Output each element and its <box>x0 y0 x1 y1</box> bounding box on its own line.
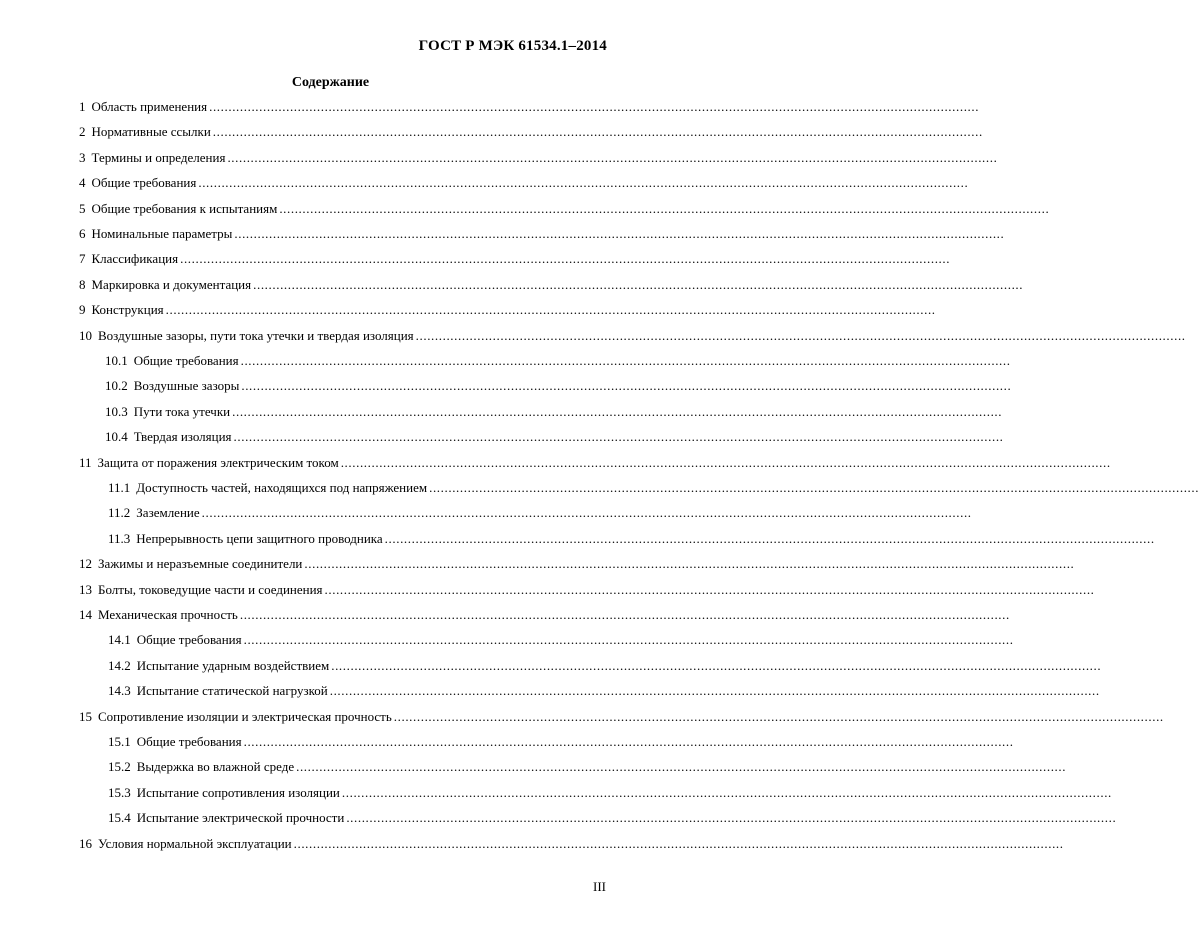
toc-entry-number: 8 <box>79 276 86 292</box>
toc-entry-number: 14.1 <box>108 632 131 648</box>
toc-entry[interactable] <box>108 730 1014 750</box>
toc-dot-leader: ........................................................................................................................................................................................................ <box>201 505 972 521</box>
toc-entry-number: 10 <box>79 327 92 343</box>
toc-dot-leader: ........................................................................................................................................................................................................ <box>415 327 1186 343</box>
toc-entry-number: 11 <box>79 454 92 470</box>
toc-dot-leader: ........................................................................................................................................................................................................ <box>233 429 1004 445</box>
toc-entry-label: Термины и определения <box>91 149 226 165</box>
toc-entry-label: Маркировка и документация <box>91 276 252 292</box>
toc-entry-number: 3 <box>79 149 86 165</box>
toc-entry-number: 14 <box>79 607 92 622</box>
toc-dot-leader: ........................................................................................................................................................................................................ <box>293 835 1064 851</box>
toc-dot-leader: ........................................................................................................................................................................................................ <box>227 149 998 165</box>
toc-entry-label: Номинальные параметры <box>91 226 233 241</box>
toc-entry[interactable] <box>79 247 951 267</box>
toc-dot-leader: ........................................................................................................................................................................................................ <box>241 378 1012 394</box>
toc-entry-label: Испытание статической нагрузкой <box>136 683 328 699</box>
toc-entry-label: Общие требования <box>133 353 239 368</box>
toc-entry-number: 5 <box>79 200 86 216</box>
toc-entry[interactable] <box>105 400 1003 420</box>
toc-entry[interactable] <box>105 425 1004 445</box>
toc-entry[interactable] <box>79 705 1164 725</box>
toc-entry-number: 13 <box>79 581 92 597</box>
toc-dot-leader: ........................................................................................................................................................................................................ <box>232 403 1003 419</box>
toc-entry-number: 7 <box>79 251 86 267</box>
toc-dot-leader: ........................................................................................................................................................................................................ <box>324 581 1095 597</box>
toc-entry[interactable] <box>79 451 1111 471</box>
toc-entry[interactable] <box>79 171 969 191</box>
toc-entry-number: 15.3 <box>108 784 131 800</box>
toc-entry-label: Общие требования <box>136 632 242 648</box>
toc-dot-leader: ........................................................................................................................................................................................................ <box>340 454 1111 470</box>
toc-dot-leader: ........................................................................................................................................................................................................ <box>331 657 1102 673</box>
toc-entry[interactable] <box>105 349 1011 369</box>
toc-entry-number: 12 <box>79 556 92 572</box>
toc-entry-label: Область применения <box>91 99 208 114</box>
toc-entry-label: Защита от поражения электрическим током <box>97 454 339 470</box>
toc-entry-label: Общие требования <box>91 175 197 191</box>
toc-entry[interactable] <box>79 832 1064 852</box>
toc-entry[interactable] <box>108 781 1112 801</box>
toc-entry-label: Выдержка во влажной среде <box>136 759 295 775</box>
toc-entry-label: Твердая изоляция <box>133 429 232 445</box>
toc-entry[interactable] <box>108 476 1199 496</box>
toc-entry-number: 11.1 <box>108 480 131 495</box>
toc-entry-label: Классификация <box>91 251 179 267</box>
toc-entry-label: Непрерывность цепи защитного проводника <box>136 530 383 546</box>
toc-entry-number: 10.3 <box>105 403 128 419</box>
toc-entry-label: Механическая прочность <box>98 607 238 622</box>
toc-dot-leader: ........................................................................................................................................................................................................ <box>240 353 1011 368</box>
toc-dot-leader: ........................................................................................................................................................................................................ <box>234 226 1005 241</box>
toc-entry-number: 16 <box>79 835 92 851</box>
toc-entry[interactable] <box>108 501 972 521</box>
toc-entry-label: Болты, токоведущие части и соединения <box>98 581 323 597</box>
toc-entry-label: Общие требования к испытаниям <box>91 200 278 216</box>
toc-entry[interactable] <box>105 374 1012 394</box>
toc-dot-leader: ........................................................................................................................................................................................................ <box>209 99 980 114</box>
toc-entry-label: Заземление <box>136 505 200 521</box>
toc-entry-number: 4 <box>79 175 86 191</box>
toc-dot-leader: ........................................................................................................................................................................................................ <box>279 200 1050 216</box>
toc-dot-leader: ........................................................................................................................................................................................................ <box>212 124 983 140</box>
toc-entry-number: 15 <box>79 708 92 724</box>
toc-entry-label: Общие требования <box>136 734 242 749</box>
toc-entry[interactable] <box>79 298 936 318</box>
toc-dot-leader: ........................................................................................................................................................................................................ <box>243 734 1014 749</box>
toc-dot-leader: ........................................................................................................................................................................................................ <box>239 607 1010 622</box>
toc-entry-number: 2 <box>79 124 86 140</box>
toc-entry-number: 10.2 <box>105 378 128 394</box>
toc-dot-leader: ........................................................................................................................................................................................................ <box>253 276 1024 292</box>
toc-entry-label: Нормативные ссылки <box>91 124 211 140</box>
toc-entry-number: 15.2 <box>108 759 131 775</box>
toc-dot-leader: ........................................................................................................................................................................................................ <box>429 480 1199 495</box>
toc-dot-leader: ........................................................................................................................................................................................................ <box>329 683 1100 699</box>
toc-entry[interactable] <box>108 527 1155 547</box>
page-title: Содержание <box>291 75 370 90</box>
toc-entry[interactable] <box>108 679 1100 699</box>
toc-entry[interactable] <box>108 806 1117 826</box>
toc-entry[interactable] <box>108 654 1102 674</box>
toc-entry-number: 14.2 <box>108 657 131 673</box>
toc-dot-leader: ........................................................................................................................................................................................................ <box>296 759 1067 775</box>
toc-entry-label: Испытание сопротивления изоляции <box>136 784 340 800</box>
toc-entry[interactable] <box>79 552 1075 572</box>
toc-entry-number: 10.1 <box>105 353 128 368</box>
toc-entry-number: 11.2 <box>108 505 131 521</box>
toc-dot-leader: ........................................................................................................................................................................................................ <box>180 251 951 267</box>
toc-entry-label: Сопротивление изоляции и электрическая прочность <box>98 708 392 724</box>
toc-dot-leader: ........................................................................................................................................................................................................ <box>198 175 969 191</box>
toc-dot-leader: ........................................................................................................................................................................................................ <box>341 784 1112 800</box>
document-id-header: ГОСТ Р МЭК 61534.1–2014 <box>418 38 607 54</box>
toc-entry-number: 6 <box>79 226 86 241</box>
toc-dot-leader: ........................................................................................................................................................................................................ <box>304 556 1075 572</box>
toc-entry[interactable] <box>79 222 1005 242</box>
toc-entry-number: 11.3 <box>108 530 131 546</box>
toc-entry[interactable] <box>108 755 1067 775</box>
toc-dot-leader: ........................................................................................................................................................................................................ <box>384 530 1155 546</box>
toc-entry-label: Условия нормальной эксплуатации <box>98 835 292 851</box>
toc-entry-label: Испытание электрической прочности <box>136 810 345 826</box>
toc-entry[interactable] <box>79 324 1186 344</box>
toc-entry-label: Зажимы и неразъемные соединители <box>98 556 303 572</box>
toc-entry-label: Испытание ударным воздействием <box>136 657 330 673</box>
toc-entry-label: Пути тока утечки <box>133 403 231 419</box>
toc-entry-number: 14.3 <box>108 683 131 699</box>
toc-dot-leader: ........................................................................................................................................................................................................ <box>165 302 936 318</box>
toc-entry-label: Доступность частей, находящихся под напряжением <box>136 480 428 495</box>
toc-entry-label: Воздушные зазоры, пути тока утечки и твердая изоляция <box>98 327 414 343</box>
toc-entry[interactable] <box>79 273 1024 293</box>
toc-dot-leader: ........................................................................................................................................................................................................ <box>243 632 1014 648</box>
toc-entry-number: 9 <box>79 302 86 318</box>
toc-entry-label: Воздушные зазоры <box>133 378 240 394</box>
toc-entry[interactable] <box>79 146 998 166</box>
toc-entry[interactable] <box>79 197 1050 217</box>
toc-entry[interactable] <box>79 95 980 115</box>
toc-entry-label: Конструкция <box>91 302 164 318</box>
toc-dot-leader: ........................................................................................................................................................................................................ <box>346 810 1117 826</box>
toc-entry-number: 10.4 <box>105 429 128 445</box>
toc-entry[interactable] <box>79 578 1095 598</box>
toc-entry[interactable] <box>108 628 1014 648</box>
toc-entry[interactable] <box>79 603 1010 623</box>
toc-entry-number: 1 <box>79 99 86 114</box>
toc-entry[interactable] <box>79 120 983 140</box>
toc-entry-number: 15.4 <box>108 810 131 826</box>
page-number: III <box>593 879 606 894</box>
toc-dot-leader: ........................................................................................................................................................................................................ <box>393 708 1164 724</box>
toc-entry-number: 15.1 <box>108 734 131 749</box>
